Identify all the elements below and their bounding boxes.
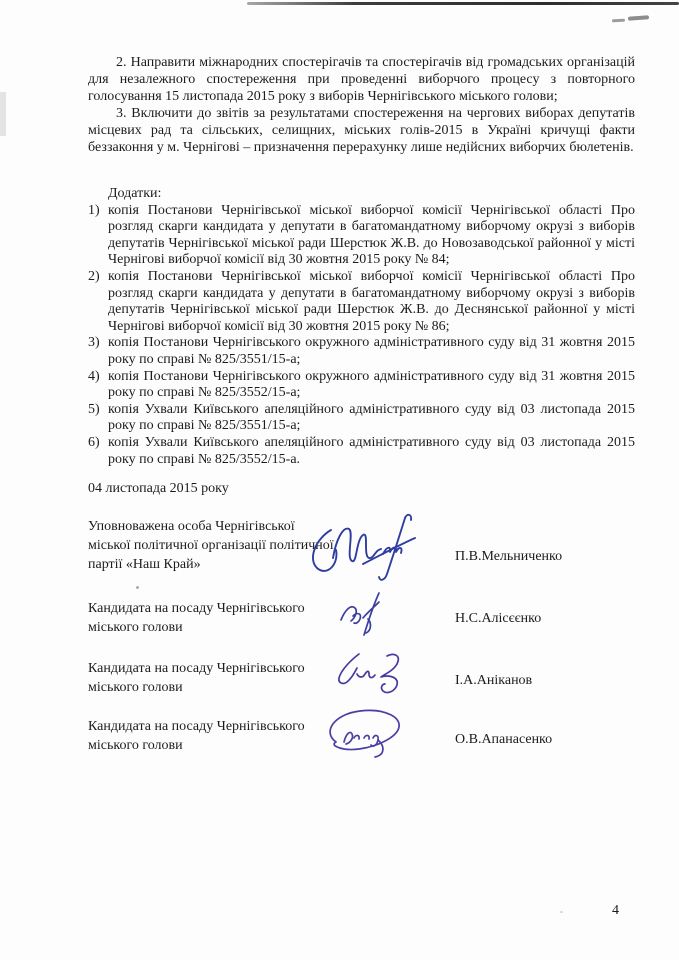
signatory-name: О.В.Апанасенко — [455, 732, 553, 747]
attachment-item — [88, 269, 635, 335]
attachment-number: 6) — [88, 434, 100, 450]
attachment-text: копія Ухвали Київського апеляційного адміністративного суду від 03 листопада 2015 року по справі № 825/3552/15-а. — [108, 434, 635, 467]
paragraph-2: 2. Направити міжнародних спостерігачів та спостерігачів від громадських організацій для незалежного спостереження при проведенні виборчого процесу з повторного голосування 15 листопада 2015 року з виборів Чернігівського міського голови; — [88, 55, 635, 104]
attachment-text: копія Ухвали Київського апеляційного адміністративного суду від 03 листопада 2015 року по справі № 825/3551/15-а; — [108, 401, 635, 434]
attachment-number: 1) — [88, 202, 100, 218]
signatory-name: Н.С.Алісєєнко — [455, 611, 542, 626]
attachment-item — [88, 435, 635, 468]
attachment-text: копія Постанови Чернігівської міської виборчої комісії Чернігівської області Про розгляд скарги кандидата у депутати в багатомандатному виборчому окрузі з виборів депутатів Чернігівської міської ради Шерстюк Ж.В. до Новозаводської районної у місті Чернігові виборчої комісії від 30 жовтня 2015 року № 84; — [108, 202, 635, 268]
attachment-number: 5) — [88, 401, 100, 417]
attachments-heading: Додатки: — [108, 186, 162, 201]
page-number: 4 — [612, 903, 619, 918]
main-text-block — [88, 54, 635, 156]
attachment-item — [88, 402, 635, 435]
signatory-name: П.В.Мельниченко — [455, 549, 563, 564]
handwritten-signature-icon — [335, 586, 405, 641]
signature-label: Уповноважена особа Чернігівської міської політичної організації політичної партії «Наш Край» — [88, 519, 334, 572]
signature-label: Кандидата на посаду Чернігівського міського голови — [88, 719, 305, 753]
attachment-item — [88, 369, 635, 402]
signatory-name: І.А.Аніканов — [455, 673, 533, 688]
attachment-text: копія Постанови Чернігівського окружного адміністративного суду від 31 жовтня 2015 року по справі № 825/3552/15-а; — [108, 368, 635, 401]
scan-artifact-line — [247, 2, 679, 5]
attachment-number: 4) — [88, 368, 100, 384]
scan-artifact-smudge — [0, 92, 6, 136]
scan-artifact-speck — [560, 911, 563, 913]
scan-artifact-speck — [136, 586, 139, 589]
attachment-text: копія Постанови Чернігівської міської виборчої комісії Чернігівської області Про розгляд скарги кандидата у депутати в багатомандатному виборчому окрузі з виборів депутатів Чернігівської міської ради Шерстюк Ж.В. до Деснянської районної у місті Чернігові виборчої комісії від 30 жовтня 2015 року № 86; — [108, 268, 635, 334]
scan-artifact-dash — [612, 19, 625, 23]
signature-label: Кандидата на посаду Чернігівського міського голови — [88, 601, 305, 635]
attachment-text: копія Постанови Чернігівського окружного адміністративного суду від 31 жовтня 2015 року по справі № 825/3551/15-а; — [108, 335, 635, 367]
handwritten-signature-icon — [312, 698, 407, 762]
date-line: 04 листопада 2015 року — [88, 481, 229, 496]
attachment-number: 2) — [88, 268, 100, 284]
signature-label: Кандидата на посаду Чернігівського міського голови — [88, 661, 305, 695]
attachment-number: 3) — [88, 335, 100, 351]
attachments-section — [88, 186, 635, 468]
attachment-item — [88, 335, 635, 368]
handwritten-signature-icon — [303, 512, 418, 587]
scan-artifact-dash — [628, 15, 649, 20]
attachment-item — [88, 203, 635, 269]
paragraph-3: 3. Включити до звітів за результатами спостереження на чергових виборах депутатів місцевих рад та сільських, селищних, міських голів-2015 в Україні кричущі факти беззаконня у м. Чернігові – призначення перерахунку лише недійсних виборчих бюлетенів. — [88, 106, 635, 155]
handwritten-signature-icon — [325, 644, 420, 700]
